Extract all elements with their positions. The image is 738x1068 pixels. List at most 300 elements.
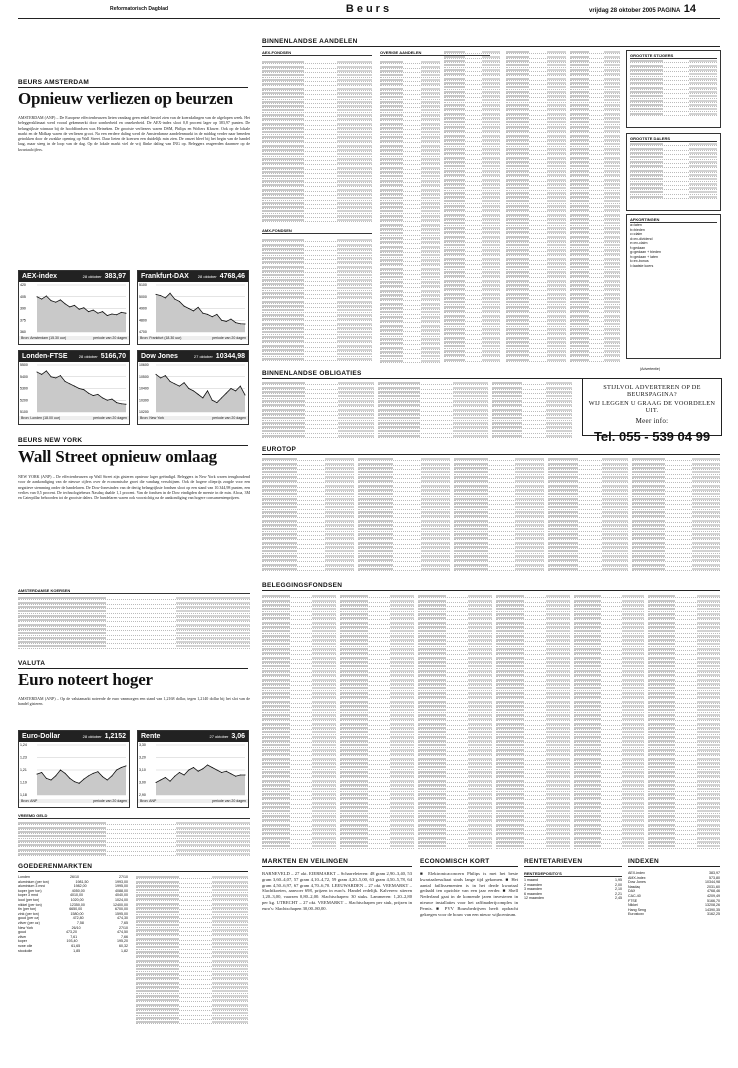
page-date bbox=[589, 3, 696, 15]
vreemd-geld-filler bbox=[18, 821, 250, 859]
chart-0-tick-label: 390 bbox=[20, 306, 26, 311]
listing-line bbox=[136, 1020, 248, 1024]
chart-2-point bbox=[111, 399, 112, 400]
aex-fondsen-title: AEX-FONDSEN bbox=[262, 50, 372, 56]
chart-2-point bbox=[102, 397, 103, 398]
listing-line bbox=[630, 195, 717, 199]
chart-2-point bbox=[97, 394, 98, 395]
chart2-1-point bbox=[235, 776, 236, 777]
chart-0-point bbox=[51, 300, 52, 301]
goederen-cell: 1024,00 bbox=[115, 897, 128, 902]
listing-line bbox=[358, 567, 450, 571]
goederen-filler bbox=[136, 875, 248, 1025]
chart2-0-point bbox=[83, 779, 84, 780]
goederen-cell: 4088,00 bbox=[114, 888, 128, 893]
chart-3-point bbox=[216, 402, 217, 403]
goederen-cell: 6700,00 bbox=[114, 907, 128, 912]
index-cell: AMX-index bbox=[628, 875, 646, 880]
chart-rente bbox=[137, 730, 249, 808]
chart2-0-point bbox=[51, 780, 52, 781]
chart-dowjones-value: 10344,98 bbox=[215, 353, 245, 360]
index-cell: 4209,49 bbox=[707, 893, 720, 898]
chart-1-area bbox=[156, 293, 245, 332]
chart-eurodollar-source: Bron: ANP bbox=[21, 799, 38, 803]
rente-cell: 2,21 bbox=[615, 891, 622, 896]
chart-2-tick-label: 5200 bbox=[20, 398, 28, 403]
chart-aex-footer bbox=[19, 336, 129, 340]
chart-dax-footer bbox=[138, 336, 248, 340]
chart-ftse-footer bbox=[19, 416, 129, 420]
chart-dax-date: 28 oktober bbox=[197, 274, 217, 279]
article-markten: BARNEVELD – 27 okt. EIERMARKT – Scharreleieren: 48 gram 2,90–3,40, 53 gram 3,60–4,07, 57 gram 4,10–4,72, 59 gram 4,20–5,00, 63 gram 4,50–5,78, 64 gram 4,50–6,97, 67 gram 4,70–6,70. LEEUWARDEN – 27 okt. VEEMARKT – Slachtkoeien, aanvoer 698, prijzen in euro's. Handel redelijk. Kalveren: stieren 1,20–3,00, vaarzen 0,80–2,00. Slachtschapen: 30 stuks. Lammeren: 1,20–2,80 per kg. UTRECHT – 27 okt. VEEMARKT – Slachtschapen per stuk, prijzen in euro's: Slachtschapen 30,00–80,00. bbox=[262, 871, 412, 911]
chart-ftse-source: Bron: Londen (18.00 uur) bbox=[21, 416, 61, 420]
chart-eurodollar-footer bbox=[19, 799, 129, 803]
overige-col-3 bbox=[506, 50, 566, 365]
chart-3-point bbox=[240, 386, 241, 387]
chart2-1-point bbox=[188, 770, 189, 771]
chart-2-point bbox=[74, 386, 75, 387]
dalers-title: GROOTSTE DALERS bbox=[630, 136, 717, 142]
chart-2-point bbox=[60, 375, 61, 376]
chart-0-point bbox=[46, 295, 47, 296]
goederen-cell: tin (per ton) bbox=[18, 907, 37, 912]
listing-line bbox=[496, 844, 570, 848]
chart2-0-point bbox=[102, 776, 103, 777]
chart-1-point bbox=[212, 316, 213, 317]
chart2-0-tick-label: 1,18 bbox=[20, 793, 27, 798]
section-binnenlandse-obligaties: BINNENLANDSE OBLIGATIES bbox=[262, 370, 612, 379]
eurotop-col-3 bbox=[454, 457, 544, 575]
vreemd-geld-header: VREEMD GELD bbox=[18, 813, 250, 819]
overige-col-4 bbox=[570, 50, 620, 365]
chart-1-point bbox=[202, 313, 203, 314]
goederen-cell: 1580,00 bbox=[70, 911, 84, 916]
chart-3-point bbox=[230, 388, 231, 389]
chart2-0-point bbox=[116, 770, 117, 771]
goederen-cell: 1595,00 bbox=[114, 911, 128, 916]
chart-3-point bbox=[184, 382, 185, 383]
chart-dowjones-date: 27 oktober bbox=[193, 354, 213, 359]
section-valuta: VALUTA bbox=[18, 660, 248, 669]
goederen-cell: nikkel (per ton) bbox=[18, 902, 42, 907]
chart-0-point bbox=[69, 306, 70, 307]
chart-ftse bbox=[18, 350, 130, 425]
chart-2-tick-label: 5400 bbox=[20, 374, 28, 379]
chart-3-point bbox=[188, 388, 189, 389]
chart-eurodollar-value: 1,2152 bbox=[104, 733, 126, 740]
section-title: Beurs bbox=[345, 3, 393, 15]
index-cell: 4768,46 bbox=[707, 889, 720, 894]
afkorting-item: g=gedaan + bieden bbox=[630, 250, 661, 254]
index-cell: AEX-index bbox=[628, 871, 645, 875]
chart-eurodollar-period: periode van 20 dagen bbox=[93, 799, 127, 803]
index-cell: 10344,98 bbox=[705, 880, 720, 885]
chart-aex-date: 28 oktober bbox=[82, 274, 102, 279]
index-cell: Nikkei bbox=[628, 903, 638, 908]
listing-line bbox=[570, 357, 620, 361]
ad-subline: WIJ LEGGEN U GRAAG DE VOORDELEN UIT. bbox=[588, 400, 716, 414]
chart-0-point bbox=[102, 311, 103, 312]
koersen-filler bbox=[18, 596, 250, 650]
chart2-0-tick-label: 1,23 bbox=[20, 755, 27, 760]
section-markten-veilingen: MARKTEN EN VEILINGEN bbox=[262, 858, 412, 867]
aex-fondsen-table bbox=[262, 60, 372, 225]
goederen-cell: 12400,00 bbox=[113, 902, 128, 907]
masthead bbox=[0, 0, 738, 36]
goederen-cell: koper (per ton) bbox=[18, 888, 42, 893]
goederen-cell: 472,80 bbox=[72, 916, 84, 921]
goederen-cell: aluminium (per ton) bbox=[18, 879, 49, 884]
rente-cell: 6 maanden bbox=[524, 891, 542, 896]
chart-1-point bbox=[165, 297, 166, 298]
chart-dax-plot bbox=[138, 282, 248, 336]
chart-0-point bbox=[79, 309, 80, 310]
goederen-cell: 1,85 bbox=[73, 948, 81, 953]
section-beurs-newyork: BEURS NEW YORK bbox=[18, 437, 248, 446]
listing-line bbox=[262, 218, 372, 222]
chart-2-point bbox=[107, 400, 108, 401]
chart-1-tick-label: 4700 bbox=[139, 330, 147, 335]
goederen-cell: 60,32 bbox=[118, 943, 128, 948]
index-cell: 13208,26 bbox=[705, 903, 720, 908]
chart-3-point bbox=[165, 375, 166, 376]
section-binnenlandse-aandelen: BINNENLANDSE AANDELEN bbox=[262, 38, 720, 47]
chart-rente-source: Bron: ANP bbox=[140, 799, 157, 803]
chart-ftse-title: Londen-FTSE bbox=[22, 353, 68, 360]
index-cell: 5166,70 bbox=[707, 898, 720, 903]
chart-3-tick-label: 10200 bbox=[139, 410, 149, 415]
afkorting-item: e=ex-claim bbox=[630, 241, 648, 245]
chart-2-point bbox=[41, 374, 42, 375]
chart-dax-title: Frankfurt-DAX bbox=[141, 273, 189, 280]
chart-0-point bbox=[41, 299, 42, 300]
ad-headline: STIJLVOL ADVERTEREN OP DE BEURSPAGINA? bbox=[603, 384, 701, 398]
chart-2-point bbox=[88, 393, 89, 394]
chart-rente-footer bbox=[138, 799, 248, 803]
chart-0-point bbox=[97, 313, 98, 314]
article-economisch-kort: ■ Elektronicaconcern Philips is met het beste kwartaalresultaat sinds lange tijd gekomen. ■ Het aantal faillissementen is in het derde kwartaal gedaald ten opzichte van een jaar eerder. ■ Shell Nederland gaat in de komende jaren investeren in nieuwe installaties voor het raffinaderijcomplex in Pernis. ■ PVV Bouwbedrijven heeft opdracht gekregen voor de bouw van een nieuw wijkcentrum. bbox=[420, 871, 518, 917]
chart-rente-header bbox=[138, 731, 248, 742]
chart2-0-point bbox=[74, 781, 75, 782]
headline-valuta: Euro noteert hoger bbox=[18, 670, 153, 689]
chart-dowjones-header bbox=[138, 351, 248, 362]
afkorting-item: d=ex-dividend bbox=[630, 236, 653, 241]
chart-eurodollar-plot bbox=[19, 742, 129, 799]
chart-aex-source: Bron: Amsterdam (15.30 uur) bbox=[21, 336, 67, 340]
chart-1-point bbox=[188, 308, 189, 309]
chart2-1-point bbox=[216, 770, 217, 771]
chart2-1-point bbox=[245, 775, 246, 776]
table-indexen bbox=[628, 871, 720, 961]
article-amsterdam: AMSTERDAM (ANP) – De Europese effectenbeurzen lieten vandaag geen enkel herstel zien van de koersdalingen van de afgelopen week. Het beleggersklimaat werd vooral gekenmerkt door somberheid en onzekerheid. De AEX-index sloot 0,8 procent lager op 383,97 punten. De belangrijkste winnaar bij de hoofdfondsen was Heineken. De grootste verliezers waren DSM, Philips en Wolters Kluwer. Ook op de lokale markt en de Midkap waren de verliezen groot. Na een eerdere daling werd de Amsterdamse aandelenmarkt in de middag verder naar beneden getrokken door de zwakke opening op Wall Street. Daar lieten de koersen een duidelijk min zien. De omzet bleef bij het begin van de handel laag, maar steeg in de loop van de dag. Op de lokale markt viel de vrij flinke daling van ING op. Beleggers reageerden daarmee op de kwartaalcijfers. bbox=[18, 115, 250, 152]
chart2-0-point bbox=[46, 778, 47, 779]
listing-line bbox=[340, 844, 414, 848]
eurotop-col-2 bbox=[358, 457, 450, 575]
chart2-0-tick-label: 1,21 bbox=[20, 768, 27, 773]
chart2-0-point bbox=[126, 765, 127, 766]
listing-line bbox=[630, 112, 717, 116]
chart-1-point bbox=[235, 322, 236, 323]
section-beleggingsfondsen: BELEGGINGSFONDSEN bbox=[262, 582, 720, 591]
chart2-1-tick-label: 3,10 bbox=[139, 768, 146, 773]
stijgers-title: GROOTSTE STIJGERS bbox=[630, 53, 717, 59]
rente-subheader: RENTEDEPOSITO'S bbox=[524, 871, 622, 877]
afkortingen-title: AFKORTINGEN bbox=[630, 217, 717, 223]
chart-dax-period: periode van 20 dagen bbox=[212, 336, 246, 340]
chart2-1-point bbox=[230, 773, 231, 774]
index-cell: Dow Jones bbox=[628, 880, 646, 885]
masthead-rule bbox=[18, 18, 720, 19]
goederen-cell: 7,58 bbox=[76, 920, 84, 925]
chart-rente-date: 27 oktober bbox=[209, 734, 229, 739]
chart-1-point bbox=[216, 314, 217, 315]
chart-3-point bbox=[212, 400, 213, 401]
chart-dowjones-period: periode van 20 dagen bbox=[212, 416, 246, 420]
chart2-1-point bbox=[212, 767, 213, 768]
headline-amsterdam: Opnieuw verliezen op beurzen bbox=[18, 89, 233, 108]
chart-3-tick-label: 10400 bbox=[139, 386, 149, 391]
chart-1-point bbox=[240, 323, 241, 324]
chart-3-tick-label: 10300 bbox=[139, 398, 149, 403]
amx-fondsen-title: AMX-FONDSEN bbox=[262, 228, 372, 234]
chart-3-tick-label: 10500 bbox=[139, 374, 149, 379]
chart-0-point bbox=[121, 312, 122, 313]
goederen-cell: 7,66 bbox=[120, 934, 128, 939]
chart-dax-value: 4768,46 bbox=[219, 273, 245, 280]
goederen-cell: 474,50 bbox=[117, 930, 128, 935]
listing-line bbox=[262, 357, 372, 361]
section-indexen: INDEXEN bbox=[628, 858, 720, 867]
chart-2-point bbox=[93, 395, 94, 396]
chart-3-point bbox=[160, 377, 161, 378]
goederen-cell: 27/10 bbox=[119, 925, 128, 930]
ad-phone: Tel. 055 - 539 04 99 bbox=[593, 429, 711, 444]
index-cell: DAX bbox=[628, 889, 636, 894]
chart-1-point bbox=[226, 321, 227, 322]
chart-3-point bbox=[202, 397, 203, 398]
goederen-cell: 1,82 bbox=[121, 948, 128, 953]
goederen-cell: 1993,00 bbox=[115, 879, 128, 884]
goederen-cell: 7,65 bbox=[121, 920, 128, 925]
box-grootste-stijgers bbox=[626, 50, 721, 128]
chart2-0-point bbox=[37, 774, 38, 775]
rente-cell: 2,00 bbox=[615, 882, 622, 887]
page-word: PAGINA bbox=[657, 8, 681, 14]
section-eurotop: EUROTOP bbox=[262, 446, 720, 455]
headline-newyork: Wall Street opnieuw omlaag bbox=[18, 447, 217, 466]
goederen-cell: koper 3 mnd bbox=[18, 893, 38, 898]
fondsen-col-4 bbox=[496, 594, 570, 852]
chart2-1-tick-label: 3,30 bbox=[139, 743, 146, 748]
goederen-cell: goud bbox=[18, 930, 26, 935]
chart-2-point bbox=[51, 376, 52, 377]
advertisement-box bbox=[582, 378, 722, 444]
goederen-cell: 26/10 bbox=[70, 875, 79, 879]
afkorting-item: f=gedaan bbox=[630, 245, 646, 250]
dalers-list bbox=[630, 142, 717, 202]
page-number: 14 bbox=[683, 3, 696, 15]
chart-2-point bbox=[69, 383, 70, 384]
goederen-cell: zilver (per oz) bbox=[18, 920, 40, 925]
index-cell: Eurostoxx bbox=[628, 912, 644, 917]
goederen-cell: 1982,00 bbox=[73, 884, 87, 889]
fondsen-col-1 bbox=[262, 594, 336, 852]
index-cell: 3162,25 bbox=[707, 912, 720, 917]
goederen-cell: 6650,00 bbox=[69, 907, 83, 912]
listing-line bbox=[492, 434, 572, 438]
goederen-cell: koper bbox=[18, 939, 27, 944]
chart2-0-tick-label: 1,19 bbox=[20, 780, 27, 785]
chart-2-point bbox=[55, 377, 56, 378]
chart-ftse-value: 5166,70 bbox=[100, 353, 126, 360]
chart-0-point bbox=[83, 307, 84, 308]
chart-1-tick-label: 4800 bbox=[139, 318, 147, 323]
chart-0-tick-label: 405 bbox=[20, 294, 26, 299]
chart-1-point bbox=[174, 299, 175, 300]
overige-col-2 bbox=[444, 50, 500, 365]
index-cell: Hang Seng bbox=[628, 907, 646, 912]
listing-line bbox=[380, 359, 440, 363]
listing-line bbox=[18, 644, 250, 648]
chart-eurodollar-title: Euro-Dollar bbox=[22, 733, 61, 740]
afkorting-item: c=claim bbox=[630, 232, 643, 236]
chart2-1-tick-label: 3,20 bbox=[139, 755, 146, 760]
chart-rente-period: periode van 20 dagen bbox=[212, 799, 246, 803]
chart-2-point bbox=[65, 381, 66, 382]
advertentie-label: (Advertentie) bbox=[640, 367, 661, 371]
listing-line bbox=[506, 357, 566, 361]
afkortingen-list bbox=[630, 223, 717, 268]
goederen-cell: zilver bbox=[18, 934, 27, 939]
goederen-cell: ruwe olie bbox=[18, 943, 33, 948]
listing-line bbox=[444, 357, 500, 361]
chart2-0-point bbox=[55, 775, 56, 776]
chart2-0-tick-label: 1,24 bbox=[20, 743, 27, 748]
index-cell: 383,97 bbox=[709, 871, 720, 875]
chart-3-point bbox=[174, 383, 175, 384]
goederen-cell: 7,61 bbox=[70, 934, 78, 939]
chart2-0-point bbox=[60, 770, 61, 771]
fondsen-col-5 bbox=[574, 594, 644, 852]
chart2-1-point bbox=[179, 772, 180, 773]
chart2-0-point bbox=[69, 778, 70, 779]
chart-0-point bbox=[111, 313, 112, 314]
goederen-cell: 4040,00 bbox=[114, 893, 128, 898]
chart-ftse-date: 28 oktober bbox=[78, 354, 98, 359]
chart-0-tick-label: 360 bbox=[20, 330, 26, 335]
chart-dax-source: Bron: Frankfurt (18.30 uur) bbox=[140, 336, 182, 340]
rente-cell: 12 maanden bbox=[524, 896, 544, 901]
index-row bbox=[628, 912, 720, 917]
chart2-1-tick-label: 2,90 bbox=[139, 793, 146, 798]
rente-cell: 2,45 bbox=[615, 896, 622, 901]
eurotop-col-1 bbox=[262, 457, 354, 575]
goederen-cell: 193,40 bbox=[66, 939, 78, 944]
fondsen-col-3 bbox=[418, 594, 492, 852]
goederen-cell: 12350,00 bbox=[69, 902, 85, 907]
aex-fondsen-header bbox=[262, 50, 372, 60]
afkorting-item: a=laten bbox=[630, 223, 642, 227]
chart-aex-period: periode van 20 dagen bbox=[93, 336, 127, 340]
goederen-cell: lood (per ton) bbox=[18, 897, 40, 902]
listing-line bbox=[454, 567, 544, 571]
chart-1-point bbox=[198, 307, 199, 308]
chart-3-tick-label: 10600 bbox=[139, 363, 149, 368]
listing-line bbox=[262, 567, 354, 571]
listing-line bbox=[262, 844, 336, 848]
index-cell: 573,80 bbox=[709, 875, 720, 880]
fondsen-col-2 bbox=[340, 594, 414, 852]
chart-dowjones bbox=[137, 350, 249, 425]
article-valuta: AMSTERDAM (ANP) – Op de valutamarkt noteerde de euro vanmorgen een stand van 1,2168 dollar, tegen 1,2140 dollar bij het slot van de handel gisteren. bbox=[18, 696, 250, 707]
chart-0-point bbox=[74, 305, 75, 306]
listing-line bbox=[574, 844, 644, 848]
chart-rente-value: 3,06 bbox=[231, 733, 245, 740]
eurotop-col-4 bbox=[548, 457, 628, 575]
chart2-0-point bbox=[97, 771, 98, 772]
chart-3-point bbox=[156, 374, 157, 375]
chart-eurodollar bbox=[18, 730, 130, 808]
chart-dowjones-source: Bron: New York bbox=[140, 416, 165, 420]
index-cell: Nasdaq bbox=[628, 884, 641, 889]
chart-1-tick-label: 5000 bbox=[139, 294, 147, 299]
index-cell: FTSE bbox=[628, 898, 638, 903]
rente-cell: 2 maanden bbox=[524, 882, 542, 887]
chart2-1-area bbox=[156, 765, 245, 795]
chart-ftse-plot bbox=[19, 362, 129, 416]
chart2-0-point bbox=[93, 773, 94, 774]
chart-2-point bbox=[116, 402, 117, 403]
chart-2-tick-label: 5100 bbox=[20, 410, 28, 415]
chart-eurodollar-header bbox=[19, 731, 129, 742]
chart-1-point bbox=[245, 324, 246, 325]
chart-2-point bbox=[83, 389, 84, 390]
chart-0-point bbox=[55, 302, 56, 303]
goederen-cell: zink (per ton) bbox=[18, 911, 39, 916]
goederen-cell: 473,20 bbox=[66, 930, 77, 935]
rente-cell: 3 maanden bbox=[524, 887, 542, 892]
chart-0-point bbox=[65, 303, 66, 304]
section-goederenmarkten: GOEDERENMARKTEN bbox=[18, 863, 248, 872]
publisher-name: Reformatorisch Dagblad bbox=[110, 6, 169, 12]
chart-0-point bbox=[88, 311, 89, 312]
chart-3-point bbox=[207, 390, 208, 391]
chart-0-tick-label: 375 bbox=[20, 318, 26, 323]
chart-0-tick-label: 420 bbox=[20, 283, 26, 288]
chart-1-point bbox=[221, 320, 222, 321]
box-afkortingen bbox=[626, 214, 721, 359]
afkorting-item: h=gedaan + laten bbox=[630, 254, 658, 259]
chart2-0-area bbox=[37, 766, 126, 795]
chart2-1-point bbox=[207, 765, 208, 766]
chart2-0-point bbox=[111, 775, 112, 776]
chart2-1-point bbox=[174, 776, 175, 777]
listing-line bbox=[632, 567, 720, 571]
chart-dax bbox=[137, 270, 249, 345]
chart2-1-point bbox=[193, 767, 194, 768]
chart-dowjones-footer bbox=[138, 416, 248, 420]
chart2-1-point bbox=[240, 775, 241, 776]
chart-dowjones-plot bbox=[138, 362, 248, 416]
listing-line bbox=[648, 844, 720, 848]
goederen-cell: stookolie bbox=[18, 948, 33, 953]
goederen-cell: 1020,00 bbox=[70, 897, 84, 902]
chart-2-point bbox=[46, 370, 47, 371]
goederen-cell: 61,65 bbox=[71, 943, 81, 948]
index-cell: 2031,60 bbox=[707, 884, 720, 889]
chart-1-point bbox=[179, 301, 180, 302]
obligaties-col-3 bbox=[492, 381, 572, 441]
